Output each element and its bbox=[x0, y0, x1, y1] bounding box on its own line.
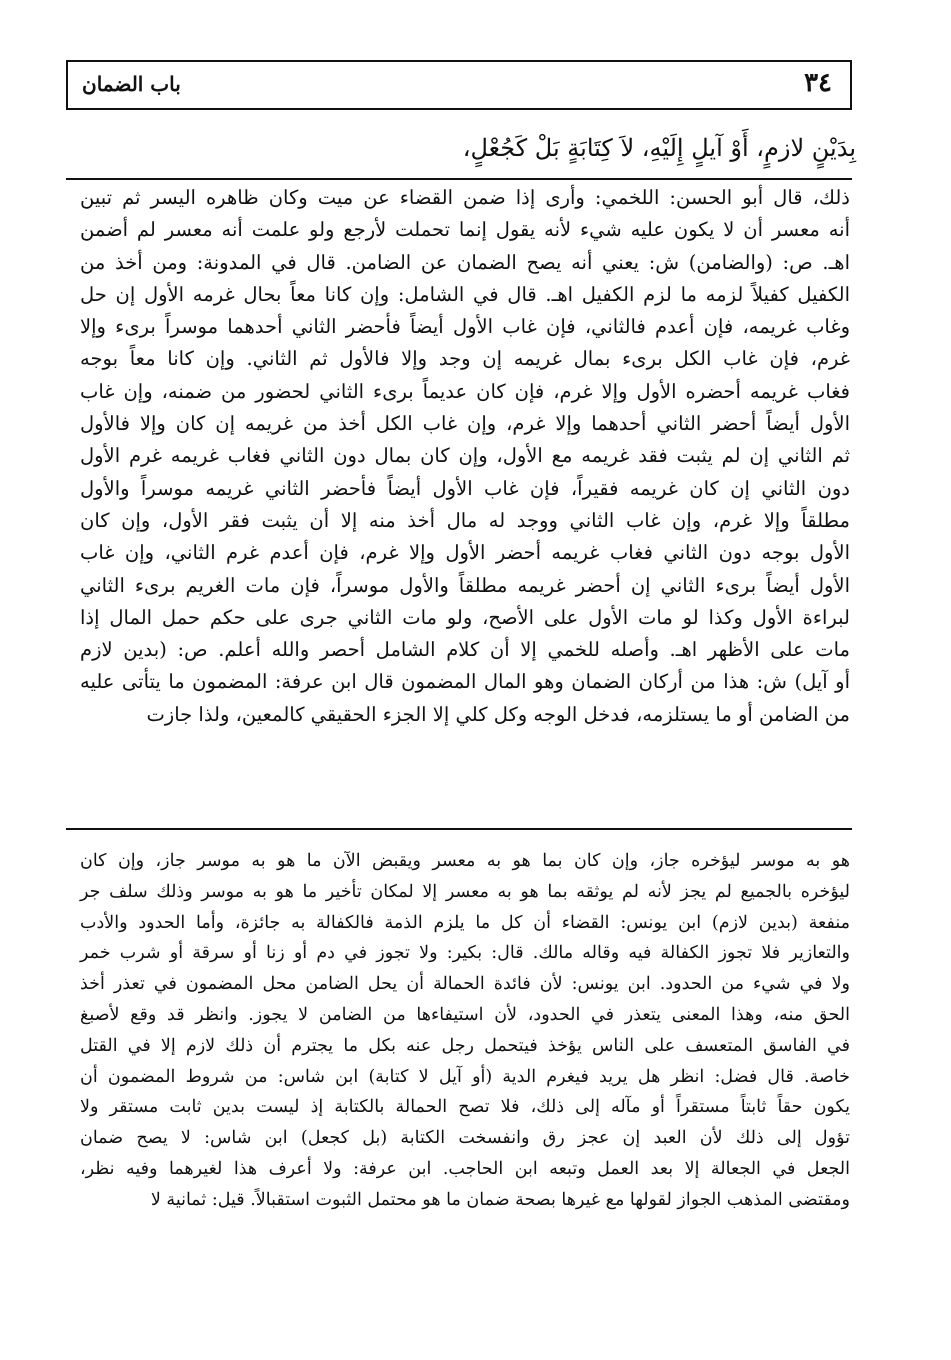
hashiya-line: الجعل في الجعالة إلا بعد العمل وتبعه ابن الحاجب. ابن عرفة: ولا أعرف هذا لغيرهما وفيه نظر، bbox=[80, 1158, 850, 1179]
sharh-line: الكفيل كفيلاً لزمه ما لزم الكفيل اهـ. قال في الشامل: وإن كانا معاً بحال غرمه الأول إن حل bbox=[80, 282, 850, 306]
sharh-line: اهـ. ص: (والضامن) ش: يعني أنه يصح الضمان عن الضامن. قال في المدونة: ومن أخذ من bbox=[80, 250, 850, 274]
hashiya-line: الحق منه، وهذا المعنى يتعذر في الحدود، لأن استيفاءها من الضامن لا يجوز. وانظر قد وقع لأصبغ bbox=[80, 1004, 850, 1025]
matn-line: بِدَيْنٍ لازمٍ، أَوْ آيلٍ إِلَيْهِ، لاَ كِتَابَةٍ بَلْ كَجُعْلٍ، bbox=[462, 134, 856, 162]
hashiya-line: منفعة (بدين لازم) ابن يونس: القضاء أن كل ما يلزم الذمة فالكفالة به جائزة، وأما الحدود والأدب bbox=[80, 912, 850, 933]
sharh-line: دون الثاني إن كان غريمه فقيراً، فإن غاب الأول أيضاً فأحضر الثاني غريمه موسراً والأول bbox=[80, 476, 850, 500]
hashiya-line: ليؤخره بالجميع لم يجز لأنه لم يوثقه بما هو به معسر إلا لمكان تأخير ما هو به موسر وذلك سلف جر bbox=[80, 881, 850, 902]
sharh-line: وغاب غريمه، فإن أعدم فالثاني، فإن غاب الأول أيضاً فأحضر الثاني أحدهما موسراً برىء وإلا bbox=[80, 315, 850, 339]
sharh-line: الأول أيضاً أحضر الثاني أحدهما وإلا غرم، وإن غاب الكل أخذ من غريمه إن كان وإلا فالأول bbox=[80, 412, 850, 436]
page-header bbox=[66, 60, 852, 110]
sharh-line: ذلك، قال أبو الحسن: اللخمي: وأرى إذا ضمن القضاء عن ميت وكان ظاهره اليسر ثم تبين bbox=[80, 186, 850, 209]
sharh-line: الأول بوجه دون الثاني فغاب غريمه أحضر الأول وإلا غرم، فإن أعدم غرم الثاني، وإن غاب bbox=[80, 541, 850, 565]
sharh-line: ثم الثاني إن لم يثبت فقد غريمه مع الأول، وإن كان بمال دون الثاني فغاب غريمه غرم الأول bbox=[80, 444, 850, 468]
sharh-line: الأول أيضاً برىء الثاني إن أحضر غريمه مطلقاً والأول موسراً، فإن مات الغريم برىء الثاني bbox=[80, 573, 850, 597]
hashiya-line: هو به موسر ليؤخره جاز، وإن كان بما هو به معسر ويقبض الآن ما هو به موسر جاز، وإن كان bbox=[80, 851, 850, 871]
sharh-line: أو آيل) ش: هذا من أركان الضمان وهو المال المضمون قال ابن عرفة: المضمون ما يتأتى عليه bbox=[80, 670, 850, 694]
hashiya-line: ولا في شيء من الحدود. ابن يونس: لأن فائدة الحمالة أن يحل الضامن محل المضمون في تعذر أخذ bbox=[80, 974, 850, 995]
hashiya-line: يكون حقاً ثابتاً مستقراً أو مآله إلى ذلك، فلا تصح الحمالة بالكتابة إذ ليست بدين ثابت مستقر ولا bbox=[80, 1097, 850, 1118]
divider-top bbox=[66, 178, 852, 180]
sharh-commentary bbox=[80, 182, 850, 731]
hashiya-line: والتعازير فلا تجوز الكفالة فيه وقاله مالك. قال: بكير: ولا تجوز في دم أو زنا أو سرقة أو شرب خمر bbox=[80, 943, 850, 964]
sharh-line: من الضامن أو ما يستلزمه، فدخل الوجه وكل كلي إلا الجزء الحقيقي كالمعين، ولذا جازت bbox=[146, 702, 850, 726]
hashiya-line: في الفاسق المتعسف على الناس يؤخذ فيتحمل رجل عنه بكل ما يجترم أن ذلك لازم إلا في القتل bbox=[80, 1035, 850, 1056]
hashiya-line: ومقتضى المذهب الجواز لقولها مع غيرها بصحة ضمان ما هو محتمل الثبوت استقبالاً. قيل: ثمانية لا bbox=[150, 1189, 850, 1210]
hashiya-line: خاصة. قال فضل: انظر هل يريد فيغرم الدية (أو آيل لا كتابة) ابن شاس: من شروط المضمون أن bbox=[80, 1066, 850, 1087]
sharh-line: أنه معسر أن لا يكون عليه شيء لأنه يقول إنما تحملت لأرجع ولو علمت أنه معسر لم أضمن bbox=[80, 218, 850, 242]
sharh-line: غرم، فإن غاب الكل برىء بمال غريمه إن وجد وإلا فالأول ثم الثاني. وإن كانا معاً بوجه bbox=[80, 347, 850, 371]
chapter-title: باب الضمان bbox=[82, 72, 181, 96]
sharh-line: مات على الأظهر اهـ. وأصله للخمي إلا أن كلام الشامل أحصر والله أعلم. ص: (بدين لازم bbox=[80, 638, 850, 662]
sharh-line: فغاب غريمه أحضره الأول وإلا غرم، فإن كان عديماً برىء الثاني لحضور من ضمنه، وإن غاب bbox=[80, 379, 850, 403]
sharh-line: مطلقاً وإلا غرم، وإن غاب الثاني ووجد له مال أخذ منه إلا أن يثبت فقر الأول، وإن كان bbox=[80, 508, 850, 532]
page-number: ٣٤ bbox=[804, 68, 832, 98]
sharh-line: لبراءة الأول وكذا لو مات الأول على الأصح، ولو مات الثاني جرى على حكم حمل المال إذا bbox=[80, 605, 850, 629]
hashiya-footnotes bbox=[80, 846, 850, 1216]
hashiya-line: تؤول إلى ذلك لأن العبد إن عجز رق وانفسخت الكتابة (بل كجعل) ابن شاس: لا يصح ضمان bbox=[80, 1128, 850, 1149]
divider-footnotes bbox=[66, 828, 852, 830]
